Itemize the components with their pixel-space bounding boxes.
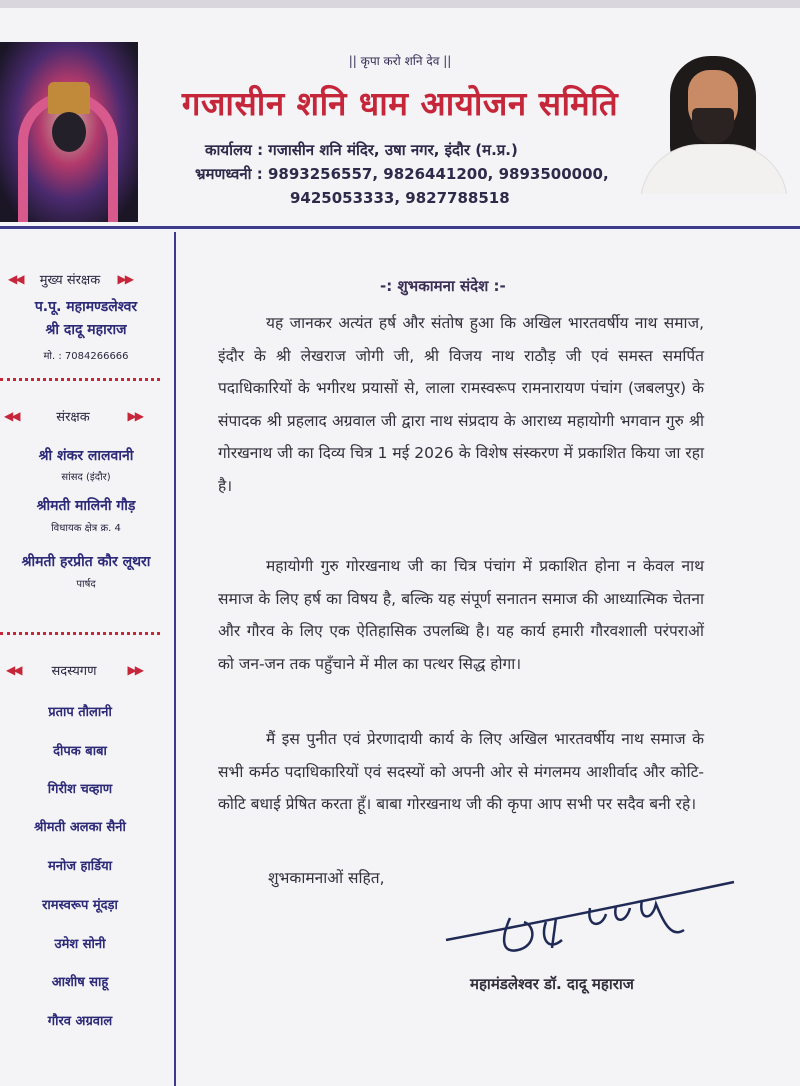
letter-paragraph-3: मैं इस पुनीत एवं प्रेरणादायी कार्य के लिए अखिल भारतवर्षीय नाथ समाज के सभी कर्मठ पदाधिकारियों एवं सदस्यों को अपनी ओर से मंगलमय आशीर्वाद और कोटि-कोटि बधाई प्रेषित करता हूँ। बाबा गोरखनाथ जी की कृपा आप सभी पर सदैव बनी रहे। — [218, 730, 704, 813]
member-name: दीपक बाबा — [53, 744, 107, 759]
member-name: आशीष साहू — [51, 975, 109, 990]
dotted-separator — [0, 632, 160, 635]
blessing-line: || कृपा करो शनि देव || — [348, 54, 452, 68]
header-divider — [0, 226, 800, 229]
handwritten-signature — [440, 878, 740, 968]
patron-title-3: पार्षद — [76, 579, 96, 590]
member-name: मनोज हार्डिया — [47, 859, 113, 874]
patron-title-2: विधायक क्षेत्र क्र. 4 — [51, 523, 121, 534]
members-heading: ◀◀ सदस्यगण ▶▶ — [6, 663, 142, 679]
organization-name: गजासीन शनि धाम आयोजन समिति — [181, 84, 619, 123]
chief-patron-heading: ◀◀ मुख्य संरक्षक ▶▶ — [8, 272, 132, 288]
maharaj-photo — [638, 52, 788, 194]
phone-numbers-line1: भ्रमणध्वनी : 9893256557, 9826441200, 9893500000, — [195, 165, 609, 183]
sidebar-divider — [174, 232, 176, 1086]
patron-heading: ◀◀ संरक्षक ▶▶ — [4, 409, 142, 425]
signatory-name: महामंडलेश्वर डॉ. दादू महाराज — [470, 975, 634, 993]
page-top-edge — [0, 0, 800, 8]
letter-paragraph-1: यह जानकर अत्यंत हर्ष और संतोष हुआ कि अखिल भारतवर्षीय नाथ समाज, इंदौर के श्री लेखराज जोगी जी, श्री विजय नाथ राठौड़ जी एवं समस्त समर्पित पदाधिकारियों के भगीरथ प्रयासों से, लाला रामस्वरूप रामनारायण पंचांग (जबलपुर) के संपादक श्री प्रहलाद अग्रवाल जी द्वारा नाथ संप्रदाय के आराध्य महायोगी भगवान गुरु श्री गोरखनाथ जी का दिव्य चित्र 1 मई 2026 के विशेष संस्करण में प्रकाशित किया जा रहा है। — [218, 314, 704, 495]
letter-paragraph-2: महायोगी गुरु गोरखनाथ जी का चित्र पंचांग में प्रकाशित होना न केवल नाथ समाज के लिए हर्ष का विषय है, बल्कि यह संपूर्ण सनातन समाज की आध्यात्मिक चेतना और गौरव के लिए एक ऐतिहासिक उपलब्धि है। यह कार्य हमारी गौरवशाली परंपराओं को जन-जन तक पहुँचाने में मील का पत्थर सिद्ध होगा। — [218, 557, 704, 673]
member-name: प्रताप तौलानी — [48, 705, 112, 720]
shani-deity-photo — [0, 42, 138, 222]
office-address: कार्यालय : गजासीन शनि मंदिर, उषा नगर, इंदौर (म.प्र.) — [205, 141, 518, 159]
patron-title-1: सांसद (इंदौर) — [61, 472, 111, 483]
chief-patron-title: प.पू. महामण्डलेश्वर — [34, 299, 138, 315]
member-name: रामस्वरूप मूंदड़ा — [42, 898, 118, 913]
member-name: श्रीमती अलका सैनी — [34, 820, 126, 835]
member-name: गौरव अग्रवाल — [47, 1014, 113, 1029]
member-name: उमेश सोनी — [54, 937, 106, 952]
patron-name-1: श्री शंकर लालवानी — [38, 448, 134, 464]
dotted-separator — [0, 378, 160, 381]
closing-greeting: शुभकामनाओं सहित, — [268, 869, 385, 887]
letter-title: -: शुभकामना संदेश :- — [380, 277, 506, 295]
chief-patron-mobile: मो. : 7084266666 — [43, 351, 129, 362]
member-name: गिरीश चव्हाण — [47, 782, 113, 797]
patron-name-2: श्रीमती मालिनी गौड़ — [36, 498, 136, 514]
phone-numbers-line2: 9425053333, 9827788518 — [290, 189, 510, 207]
chief-patron-name: श्री दादू महाराज — [45, 322, 127, 338]
patron-name-3: श्रीमती हरप्रीत कौर लूथरा — [21, 554, 151, 570]
